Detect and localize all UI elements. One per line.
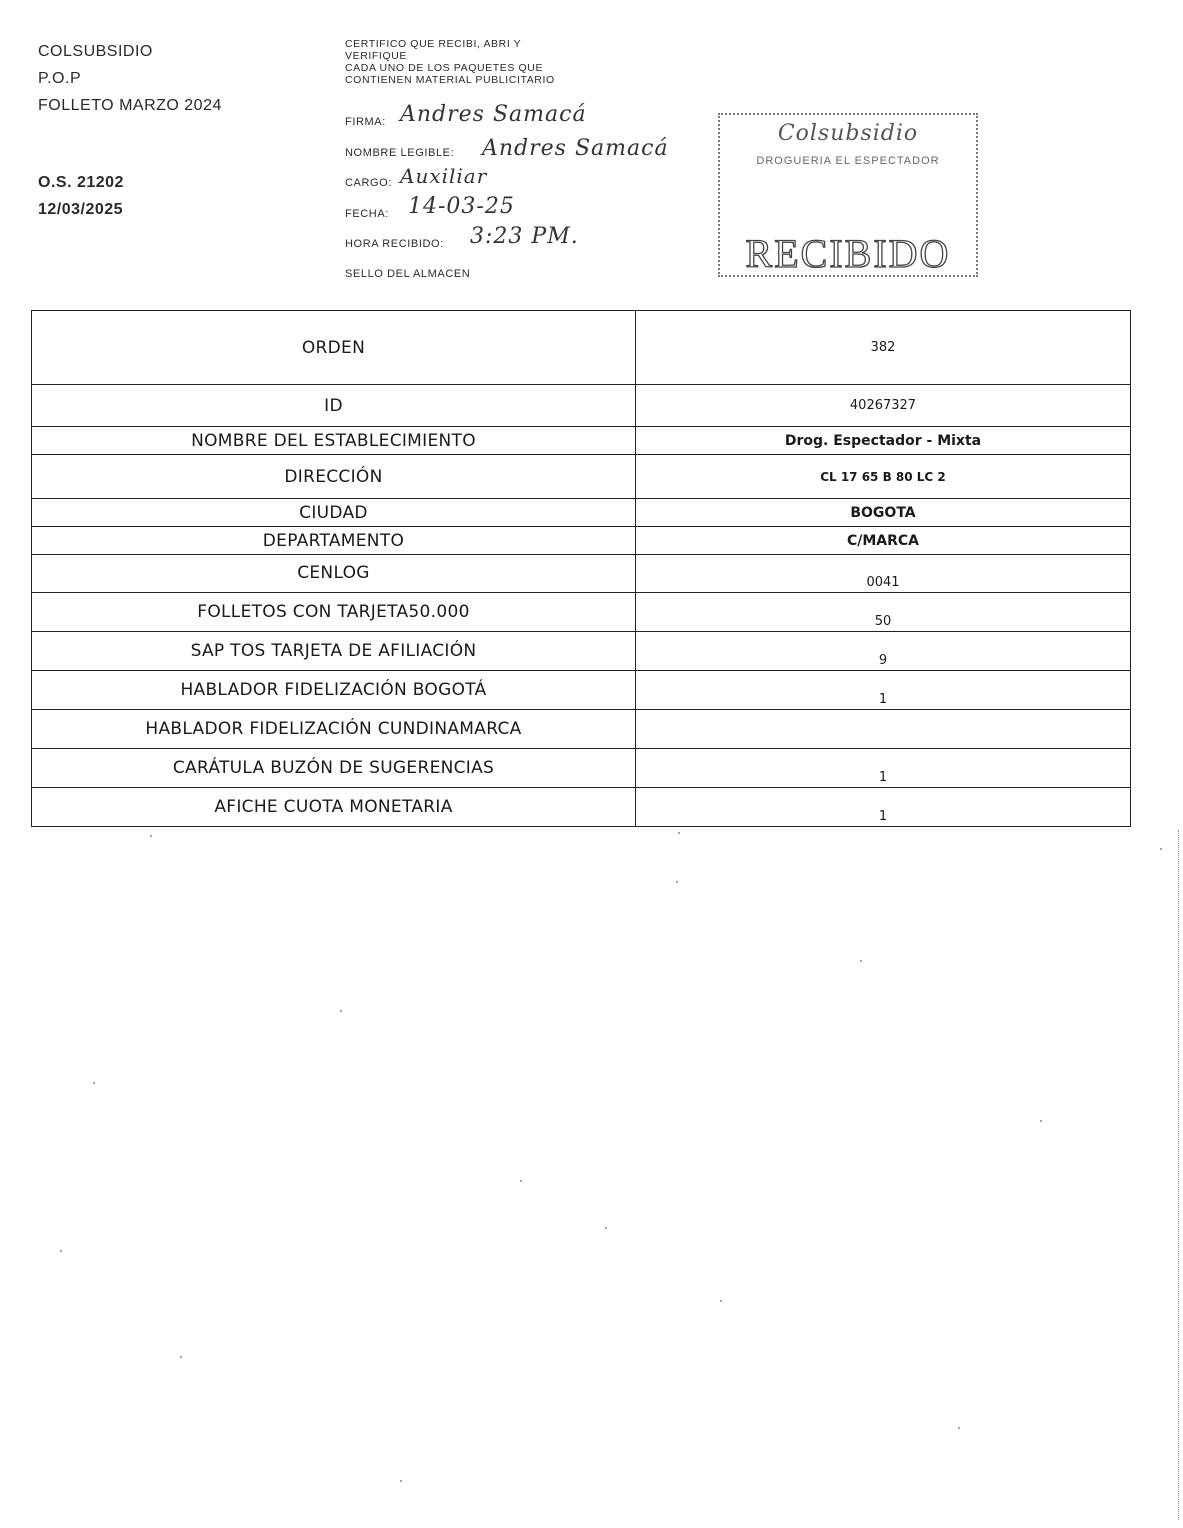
header-left	[38, 38, 222, 223]
table-row	[32, 593, 1131, 632]
firma-signature: Andres Samacá	[400, 102, 587, 127]
row-value: 0041	[636, 555, 1131, 593]
hora-handwritten: 3:23 PM.	[470, 224, 579, 249]
scan-speck	[720, 1300, 722, 1302]
row-value: 9	[636, 632, 1131, 671]
hora-label: HORA RECIBIDO:	[345, 238, 444, 250]
row-label: SAP TOS TARJETA DE AFILIACIÓN	[32, 632, 636, 671]
stamp-recibido: RECIBIDO	[745, 231, 951, 276]
row-label: ORDEN	[32, 311, 636, 385]
table-row	[32, 632, 1131, 671]
scan-speck	[676, 881, 678, 883]
row-value: CL 17 65 B 80 LC 2	[636, 455, 1131, 499]
fecha-label: FECHA:	[345, 208, 389, 220]
row-label: HABLADOR FIDELIZACIÓN CUNDINAMARCA	[32, 710, 636, 749]
row-label: DIRECCIÓN	[32, 455, 636, 499]
scan-speck	[340, 1010, 342, 1012]
row-label: ID	[32, 385, 636, 427]
scan-speck	[150, 835, 152, 837]
row-label: CARÁTULA BUZÓN DE SUGERENCIAS	[32, 749, 636, 788]
row-value: BOGOTA	[636, 499, 1131, 527]
cert-line-4: CONTIENEN MATERIAL PUBLICITARIO	[345, 74, 555, 86]
company-name: COLSUBSIDIO	[38, 43, 153, 60]
scan-speck	[93, 1082, 95, 1084]
table-row	[32, 455, 1131, 499]
cargo-handwritten: Auxiliar	[400, 164, 488, 188]
scan-speck	[520, 1180, 522, 1182]
row-label: NOMBRE DEL ESTABLECIMIENTO	[32, 427, 636, 455]
cert-line-2: VERIFIQUE	[345, 50, 407, 62]
scan-speck	[180, 1356, 182, 1358]
row-label: CENLOG	[32, 555, 636, 593]
row-value	[636, 710, 1131, 749]
certificate-text	[345, 38, 555, 86]
scan-speck	[678, 832, 680, 834]
row-value: 50	[636, 593, 1131, 632]
pop-label: P.O.P	[38, 70, 82, 87]
row-label: AFICHE CUOTA MONETARIA	[32, 788, 636, 827]
table-row	[32, 385, 1131, 427]
nombre-handwritten: Andres Samacá	[482, 136, 669, 161]
row-label: HABLADOR FIDELIZACIÓN BOGOTÁ	[32, 671, 636, 710]
table-row	[32, 788, 1131, 827]
table-row	[32, 311, 1131, 385]
table-row	[32, 710, 1131, 749]
sello-label: SELLO DEL ALMACEN	[345, 268, 471, 280]
row-value: 382	[636, 311, 1131, 385]
os-date: 12/03/2025	[38, 201, 124, 218]
cert-line-3: CADA UNO DE LOS PAQUETES QUE	[345, 62, 544, 74]
scan-speck	[860, 960, 862, 962]
cargo-label: CARGO:	[345, 177, 392, 189]
nombre-label: NOMBRE LEGIBLE:	[345, 147, 455, 159]
row-label: CIUDAD	[32, 499, 636, 527]
table-row	[32, 527, 1131, 555]
scan-speck	[400, 1480, 402, 1482]
folleto-label: FOLLETO MARZO 2024	[38, 97, 222, 114]
table-row	[32, 671, 1131, 710]
table-row	[32, 749, 1131, 788]
row-value: 40267327	[636, 385, 1131, 427]
table-row	[32, 555, 1131, 593]
scan-speck	[958, 1427, 960, 1429]
table-row	[32, 499, 1131, 527]
delivery-table	[31, 310, 1131, 827]
os-number: O.S. 21202	[38, 174, 124, 191]
cert-line-1: CERTIFICO QUE RECIBI, ABRI Y	[345, 38, 522, 50]
row-value: C/MARCA	[636, 527, 1131, 555]
stamp-subtitle: DROGUERIA EL ESPECTADOR	[756, 155, 940, 167]
scan-speck	[60, 1250, 62, 1252]
row-label: DEPARTAMENTO	[32, 527, 636, 555]
scan-speck	[1160, 848, 1162, 850]
stamp-brand-logo: Colsubsidio	[777, 121, 919, 146]
fecha-handwritten: 14-03-25	[408, 194, 515, 219]
row-value: 1	[636, 788, 1131, 827]
row-value: 1	[636, 671, 1131, 710]
scan-edge-line	[1177, 830, 1179, 1520]
scan-speck	[605, 1227, 607, 1229]
row-value: 1	[636, 749, 1131, 788]
row-value: Drog. Espectador - Mixta	[636, 427, 1131, 455]
table-row	[32, 427, 1131, 455]
row-label: FOLLETOS CON TARJETA50.000	[32, 593, 636, 632]
received-stamp	[718, 113, 978, 277]
scan-speck	[1040, 1120, 1042, 1122]
firma-label: FIRMA:	[345, 116, 386, 128]
